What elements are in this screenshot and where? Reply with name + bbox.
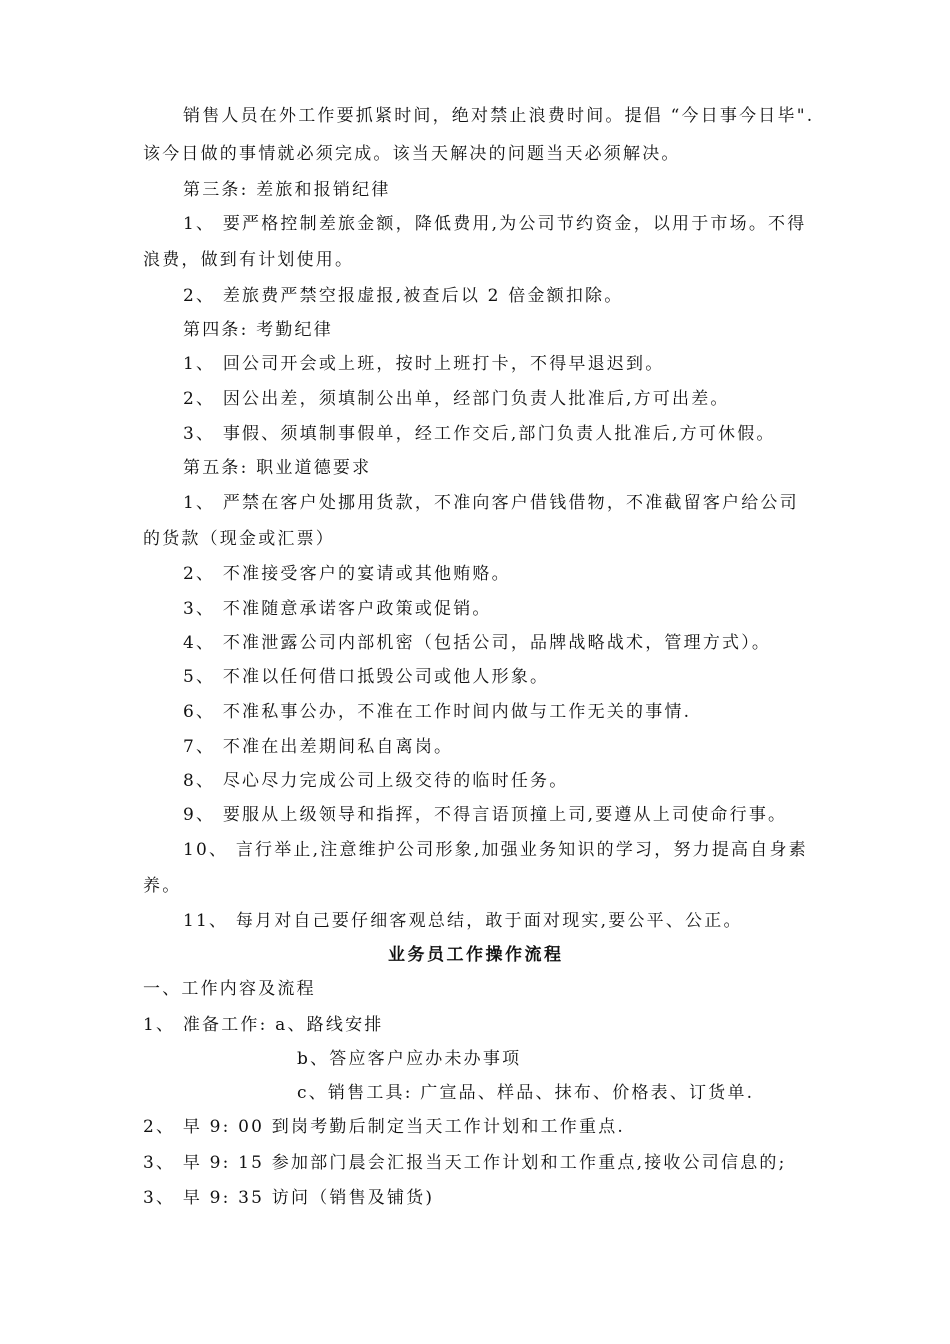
list-item: 10、 言行举止,注意维护公司形象,加强业务知识的学习，努力提高自身素 [183,840,808,860]
list-item: 5、 不准以任何借口抵毁公司或他人形象。 [183,667,550,687]
list-item: 2、 不准接受客户的宴请或其他贿赂。 [183,564,511,584]
list-item: 1、 要严格控制差旅金额，降低费用,为公司节约资金，以用于市场。不得 [183,214,807,234]
list-item: 2、 因公出差，须填制公出单，经部门负责人批准后,方可出差。 [183,389,730,409]
list-item: b、答应客户应办未办事项 [297,1049,522,1069]
list-item: 7、 不准在出差期间私自离岗。 [183,737,454,757]
list-item: 3、 早 9: 35 访问（销售及铺货) [143,1188,435,1208]
list-item: 11、 每月对自己要仔细客观总结，敢于面对现实,要公平、公正。 [183,911,743,931]
section-title: 业务员工作操作流程 [388,945,564,965]
section-heading: 第五条: 职业道德要求 [183,458,372,478]
paragraph-line: 销售人员在外工作要抓紧时间，绝对禁止浪费时间。提倡 “今日事今日毕". [183,106,815,126]
list-item: 2、 早 9: 00 到岗考勤后制定当天工作计划和工作重点. [143,1117,626,1137]
list-item: 1、 严禁在客户处挪用货款，不准向客户借钱借物，不准截留客户给公司 [183,493,799,513]
list-item: 3、 不准随意承诺客户政策或促销。 [183,599,492,619]
list-item: 4、 不准泄露公司内部机密（包括公司，品牌战略战术，管理方式）。 [183,633,772,653]
list-item: 1、 回公司开会或上班，按时上班打卡，不得早退迟到。 [183,354,665,374]
paragraph-line: 的货款（现金或汇票） [143,529,335,549]
list-item: 2、 差旅费严禁空报虚报,被查后以 2 倍金额扣除。 [183,286,624,306]
list-item: 6、 不准私事公办，不准在工作时间内做与工作无关的事情. [183,702,692,722]
section-heading: 第四条: 考勤纪律 [183,320,333,340]
section-heading: 第三条: 差旅和报销纪律 [183,180,391,200]
section-heading: 一、工作内容及流程 [143,979,316,999]
list-item: 8、 尽心尽力完成公司上级交待的临时任务。 [183,771,569,791]
paragraph-line: 该今日做的事情就必须完成。该当天解决的问题当天必须解决。 [143,144,681,164]
paragraph-line: 养。 [143,876,182,896]
list-item: c、销售工具: 广宣品、样品、抹布、价格表、订货单. [297,1083,755,1103]
list-item: 3、 早 9: 15 参加部门晨会汇报当天工作计划和工作重点,接收公司信息的; [143,1153,787,1173]
paragraph-line: 浪费，做到有计划使用。 [143,250,355,270]
list-item: 1、 准备工作: a、路线安排 [143,1015,384,1035]
list-item: 3、 事假、须填制事假单，经工作交后,部门负责人批准后,方可休假。 [183,424,776,444]
list-item: 9、 要服从上级领导和指挥，不得言语顶撞上司,要遵从上司使命行事。 [183,805,788,825]
